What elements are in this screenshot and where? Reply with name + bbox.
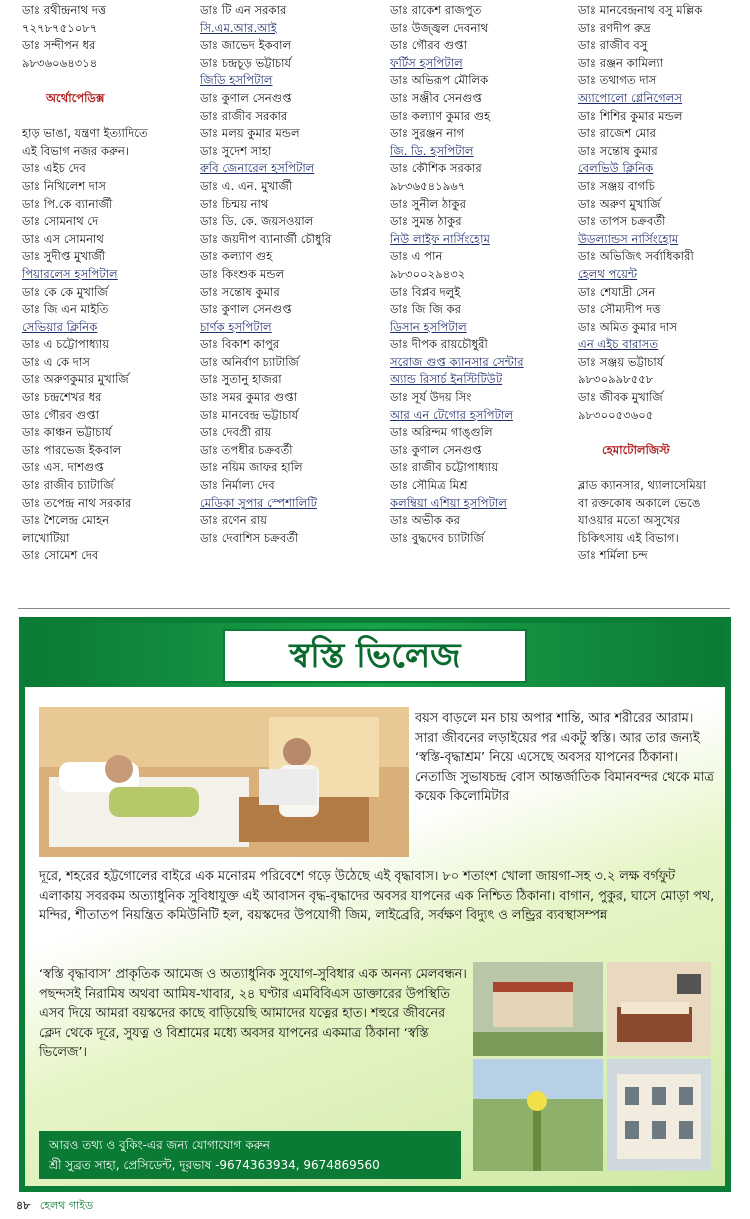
directory-entry: ডাঃ এস সোমনাথ <box>22 231 104 246</box>
contact-line-2: শ্রী সুব্রত সাহা, প্রেসিডেন্ট, দূরভাষ -9674363934, 9674869560 <box>49 1158 380 1172</box>
ad-paragraph-1: বয়স বাড়লে মন চায় অপার শান্তি, আর শরীরের আরাম। সারা জীবনের লড়াইয়ের পর একটু স্বস্তি। আর তার জন্যই ‘স্বস্তি-বৃদ্ধাশ্রম’ নিয়ে এসেছে অবসর যাপনের ঠিকানা। নেতাজি সুভাষচন্দ্র বোস আন্তর্জাতিক বিমানবন্দর থেকে মাত্র কয়েক কিলোমিটার <box>415 711 714 805</box>
hospital-name: বেলভিউ ক্লিনিক <box>578 161 654 176</box>
ad-title: স্বস্তি ভিলেজ <box>223 629 527 683</box>
directory-entry: ডাঃ কুণাল সেনগুপ্ত <box>200 302 292 317</box>
directory-entry: ডাঃ শৈলেন্দ্র মোহন <box>22 513 110 528</box>
page-footer <box>16 1197 93 1216</box>
directory-entry: ডাঃ সঞ্জয় বাগচি <box>578 178 655 193</box>
hospital-name: চার্ণক হসপিটাল <box>200 319 272 334</box>
bedroom-photo <box>607 962 711 1056</box>
directory-entry: ডাঃ অরুণকুমার মুখার্জি <box>22 372 129 387</box>
directory-entry: ডাঃ সুতানু হাজরা <box>200 372 282 387</box>
directory-entry: ডাঃ গৌরব গুপ্তা <box>390 38 468 53</box>
directory-entry: ডাঃ অরুণ মুখার্জি <box>578 196 661 211</box>
directory-entry: ডাঃ বিকাশ কাপুর <box>200 337 280 352</box>
directory-entry: চিকিৎসায় এই বিভাগ। <box>578 530 679 545</box>
directory-entry: যাওয়ার মতো অসুখের <box>578 513 681 528</box>
directory-column-3 <box>390 2 572 547</box>
directory-entry: ডাঃ দেবাশিস চক্রবর্তী <box>200 530 299 545</box>
directory-entry: ডাঃ সন্দীপন ধর <box>22 38 96 53</box>
section-divider <box>18 608 730 609</box>
directory-entry: ডাঃ টি এন সরকার <box>200 3 287 17</box>
directory-entry: ডাঃ অভিরূপ মৌলিক <box>390 73 489 88</box>
hospital-name: মেডিকা সুপার স্পেশালিটি <box>200 495 317 510</box>
section-heading: অর্থোপেডিক্স <box>46 90 105 105</box>
directory-entry: ডাঃ মানবেন্দ্রনাথ বসু মল্লিক <box>578 3 703 17</box>
directory-entry: ডাঃ নির্মাল্য দেব <box>200 478 275 493</box>
directory-entry: ডাঃ পি.কে ব্যানার্জী <box>22 196 113 211</box>
directory-entry: ডাঃ তপধীর চক্রবর্তী <box>200 442 293 457</box>
directory-column-1 <box>22 2 192 565</box>
hospital-name: অ্যান্ড রিসার্চ ইনস্টিটিউট <box>390 372 503 387</box>
directory-entry: ডাঃ কুণাল সেনগুপ্ত <box>200 90 292 105</box>
doctor-directory <box>0 0 750 600</box>
directory-entry: ডাঃ সোমনাথ দে <box>22 214 99 229</box>
directory-entry: ডাঃ নিখিলেশ দাস <box>22 178 106 193</box>
directory-entry: ডাঃ সূর্য উদয় সিং <box>390 390 472 405</box>
building-exterior-photo <box>607 1059 711 1171</box>
hospital-name: নিউ লাইফ নার্সিংহোম <box>390 231 490 246</box>
swasti-village-ad <box>19 617 731 1192</box>
hospital-name: সি.এম.আর.আই <box>200 20 277 35</box>
directory-entry: ডাঃ জীবক মুখার্জি <box>578 390 663 405</box>
hospital-name: আর এন টেগোর হসপিটাল <box>390 407 513 422</box>
directory-entry: ডাঃ জি জি কর <box>390 302 461 317</box>
directory-entry: ডাঃ পারভেজ ইকবাল <box>22 442 122 457</box>
directory-entry: ডাঃ শেযাদ্রী সেন <box>578 284 656 299</box>
directory-entry: ডাঃ রথীন্দ্রনাথ দত্ত <box>22 3 107 17</box>
directory-entry: ডাঃ সৌমিত্র মিশ্র <box>390 478 468 493</box>
directory-entry: ডাঃ অনির্বাণ চ্যাটার্জি <box>200 354 299 369</box>
directory-entry: ডাঃ কল্যাণ গুহ <box>200 249 273 264</box>
directory-entry: ডাঃ অরিন্দম গাঙ্গুলি <box>390 425 493 440</box>
directory-entry <box>22 72 192 90</box>
directory-entry: ডাঃ সোমেশ দেব <box>22 548 99 563</box>
directory-entry: ৭২৭৮৭৫১০৮৭ <box>22 20 98 35</box>
directory-entry: ডাঃ রণেন রায় <box>200 513 267 528</box>
ad-paragraph-3: ‘স্বস্তি বৃদ্ধাবাস’ প্রাকৃতিক আমেজ ও অত্যাধুনিক সুযোগ-সুবিধার এক অনন্য মেলবন্ধন। পছন্দসই নিরামিষ অথবা আমিষ-খাবার, ২৪ ঘণ্টার এমবিবিএস ডাক্তারের উপস্থিতি এসব দিয়ে আমরা বয়স্কদের কাছে বাড়িয়েছি আমাদের যত্নের হাত। শহুরে জীবনের ক্লেদ থেকে দূরে, সুযত্ন ও বিশ্রামের মধ্যে অবসর যাপনের একমাত্র ঠিকানা ‘স্বস্তি ভিলেজ’। <box>39 967 467 1061</box>
hospital-name: হেলথ পয়েন্ট <box>578 266 638 281</box>
directory-entry: ডাঃ রঞ্জন কামিল্যা <box>578 55 664 70</box>
directory-entry: ডাঃ তপেন্দ্র নাথ সরকার <box>22 495 132 510</box>
directory-entry: ৯৮৩০০২৯৪৩২ <box>390 266 466 281</box>
directory-entry: ডাঃ সৌম্যদীপ দত্ত <box>578 302 661 317</box>
directory-entry: ডাঃ শর্মিলা চন্দ <box>578 548 648 563</box>
contact-line-1: আরও তথ্য ও বুকিং-এর জন্য যোগাযোগ করুন <box>49 1138 270 1152</box>
directory-entry: ডাঃ রণদীপ রুদ্র <box>578 20 651 35</box>
directory-entry: ডাঃ শিশির কুমার মন্ডল <box>578 108 683 123</box>
hospital-name: ডিসান হসপিটাল <box>390 319 467 334</box>
directory-entry: ৯৮৩০৯৯৮৫৫৮ <box>578 372 654 387</box>
directory-entry: ডাঃ তথাগত দাস <box>578 73 657 88</box>
hospital-name: অ্যাপোলো গ্লেনিগেলস <box>578 90 683 105</box>
directory-entry: ডাঃ দীপক রায়চৌধুরী <box>390 337 488 352</box>
directory-entry: লাখোটিয়া <box>22 530 70 545</box>
building-aerial-photo <box>473 962 603 1056</box>
ad-panel <box>25 623 725 1186</box>
directory-entry: হাড় ভাঙা, যন্ত্রণা ইত্যাদিতে <box>22 126 148 141</box>
directory-entry <box>578 459 748 477</box>
directory-entry: ডাঃ রাজীব বসু <box>578 38 648 53</box>
hospital-name: জিডি হসপিটাল <box>200 73 273 88</box>
directory-column-4 <box>578 2 748 565</box>
directory-entry: ডাঃ এইচ দেব <box>22 161 86 176</box>
hospital-name: জি. ডি. হসপিটাল <box>390 143 474 158</box>
hospital-name: ফর্টিস হসপিটাল <box>390 55 463 70</box>
hospital-name: পিয়ারলেস হসপিটাল <box>22 266 118 281</box>
directory-entry: ডাঃ এ কে দাস <box>22 354 90 369</box>
directory-entry: ডাঃ উজ্জ্বল দেবনাথ <box>390 20 489 35</box>
directory-entry: ডাঃ জাভেদ ইকবাল <box>200 38 292 53</box>
directory-entry: ডাঃ রাকেশ রাজপুত <box>390 3 482 17</box>
directory-entry: ডাঃ রাজীব চট্টোপাধ্যায় <box>390 460 499 475</box>
directory-entry: এই বিভাগ নজর করুন। <box>22 143 130 158</box>
page-number: ৪৮ <box>16 1199 31 1212</box>
ad-paragraph-2: দূরে, শহরের হট্টগোলের বাইরে এক মনোরম পরিবেশে গড়ে উঠেছে এই বৃদ্ধাবাস। ৮০ শতাংশ খোলা জায়গা-সহ ৩.২ লক্ষ বর্গফুট এলাকায় সবরকম অত্যাধুনিক সুবিধাযুক্ত এই আবাসন বৃদ্ধ-বৃদ্ধাদের অবসর যাপনের এক নিশ্চিত ঠিকানা। বাগান, পুকুর, ঘাসে মোড়া পথ, মন্দির, শীতাতপ নিয়ন্ত্রিত কমিউনিটি হল, বয়স্কদের উপযোগী জিম, লাইব্রেরি, সর্বক্ষণ বিদ্যুৎ ও লন্ড্রির ব্যবস্থাসম্পন্ন <box>39 869 715 924</box>
hospital-name: এন এইচ বারাসত <box>578 337 659 352</box>
garden-flower-photo <box>473 1059 603 1171</box>
directory-entry: ডাঃ গৌরব গুপ্তা <box>22 407 100 422</box>
directory-entry: ডাঃ এ চট্টোপাধ্যায় <box>22 337 110 352</box>
directory-entry: ডাঃ সঞ্জীব সেনগুপ্ত <box>390 90 482 105</box>
directory-entry: ডাঃ সমর কুমার গুপ্তা <box>200 390 298 405</box>
directory-entry: ডাঃ কে কে মুখার্জি <box>22 284 108 299</box>
directory-entry <box>578 424 748 442</box>
magazine-name: হেলথ গাইড <box>39 1199 94 1212</box>
directory-entry: ডাঃ সন্তোষ কুমার <box>200 284 280 299</box>
directory-entry: ডাঃ এস. দাশগুপ্ত <box>22 460 104 475</box>
hospital-name: সরোজ গুপ্ত ক্যানসার সেন্টার <box>390 354 524 369</box>
directory-entry: ডাঃ অভীক কর <box>390 513 461 528</box>
directory-entry: ডাঃ কাঞ্চন ভট্টাচার্য <box>22 425 112 440</box>
directory-entry: ডাঃ মলয় কুমার মন্ডল <box>200 126 300 141</box>
directory-entry: ডাঃ তাপস চক্রবর্তী <box>578 214 666 229</box>
directory-column-2 <box>200 2 382 547</box>
directory-entry: ডাঃ বুদ্ধদেব চ্যাটার্জি <box>390 530 484 545</box>
directory-entry: ডাঃ সুদেশ সাহা <box>200 143 272 158</box>
directory-entry: ডাঃ রাজীব চ্যাটার্জি <box>22 478 114 493</box>
section-heading: হেমাটোলজিস্ট <box>602 442 670 457</box>
directory-entry: ডাঃ জয়দীপ ব্যানার্জী চৌধুরি <box>200 231 332 246</box>
directory-entry: ডাঃ কিংশুক মন্ডল <box>200 266 285 281</box>
hospital-name: সেভিয়ার ক্লিনিক <box>22 319 98 334</box>
directory-entry: বা রক্তকোষ অকালে ভেঙে <box>578 495 701 510</box>
directory-entry: ডাঃ কল্যাণ কুমার গুহ <box>390 108 491 123</box>
directory-entry: ডাঃ জি এন মাইতি <box>22 302 109 317</box>
directory-entry: ডাঃ সুমন্ত ঠাকুর <box>390 214 462 229</box>
directory-entry: ডাঃ ডি. কে. জয়সওয়াল <box>200 214 314 229</box>
hospital-name: রুবি জেনারেল হসপিটাল <box>200 161 315 176</box>
directory-entry: ৯৮৩০০৫৩৬০৫ <box>578 407 654 422</box>
directory-entry: ডাঃ সুদীপ্ত মুখার্জী <box>22 249 106 264</box>
directory-entry: ডাঃ মানবেন্দ্র ভট্টাচার্য <box>200 407 299 422</box>
directory-entry: ডাঃ কৌশিক সরকার <box>390 161 482 176</box>
directory-entry: ডাঃ এ পান <box>390 249 443 264</box>
directory-entry: ডাঃ সুরঞ্জন নাগ <box>390 126 465 141</box>
elderly-couple-photo <box>39 707 409 857</box>
directory-entry: ডাঃ সুনীল ঠাকুর <box>390 196 467 211</box>
directory-entry: ডাঃ বিপ্লব দলুই <box>390 284 461 299</box>
directory-entry: ডাঃ নয়িম জাফর হালি <box>200 460 303 475</box>
directory-entry: ডাঃ রাজেশ মোর <box>578 126 656 141</box>
directory-entry: ডাঃ অমিত কুমার দাস <box>578 319 678 334</box>
directory-entry: ৯৮৩৬০৬৪৩১৪ <box>22 55 98 70</box>
directory-entry: ডাঃ রাজীব সরকার <box>200 108 288 123</box>
directory-entry: ৯৮৩৬৫৪১৯৬৭ <box>390 178 466 193</box>
hospital-name: উডল্যান্ডস নার্সিংহোম <box>578 231 679 246</box>
directory-entry <box>22 108 192 126</box>
directory-entry: ডাঃ এ. এন. মুখার্জী <box>200 178 293 193</box>
hospital-name: কলম্বিয়া এশিয়া হসপিটাল <box>390 495 507 510</box>
directory-entry: ডাঃ দেবপ্রী রায় <box>200 425 272 440</box>
directory-entry: ডাঃ চন্দ্রচূড় ভট্টাচার্য <box>200 55 292 70</box>
directory-entry: ডাঃ কুণাল সেনগুপ্ত <box>390 442 482 457</box>
directory-entry: ডাঃ সন্তোষ কুমার <box>578 143 658 158</box>
directory-entry: ডাঃ চন্দ্রশেখর ধর <box>22 390 102 405</box>
directory-entry: ডাঃ সঞ্জয় ভট্টাচার্য <box>578 354 664 369</box>
contact-box <box>39 1131 461 1179</box>
directory-entry: ডাঃ অভিজিৎ সর্বাধিকারী <box>578 249 694 264</box>
directory-entry: ব্লাড ক্যানসার, থ্যালাসেমিয়া <box>578 478 706 493</box>
directory-entry: ডাঃ চিন্ময় নাথ <box>200 196 269 211</box>
